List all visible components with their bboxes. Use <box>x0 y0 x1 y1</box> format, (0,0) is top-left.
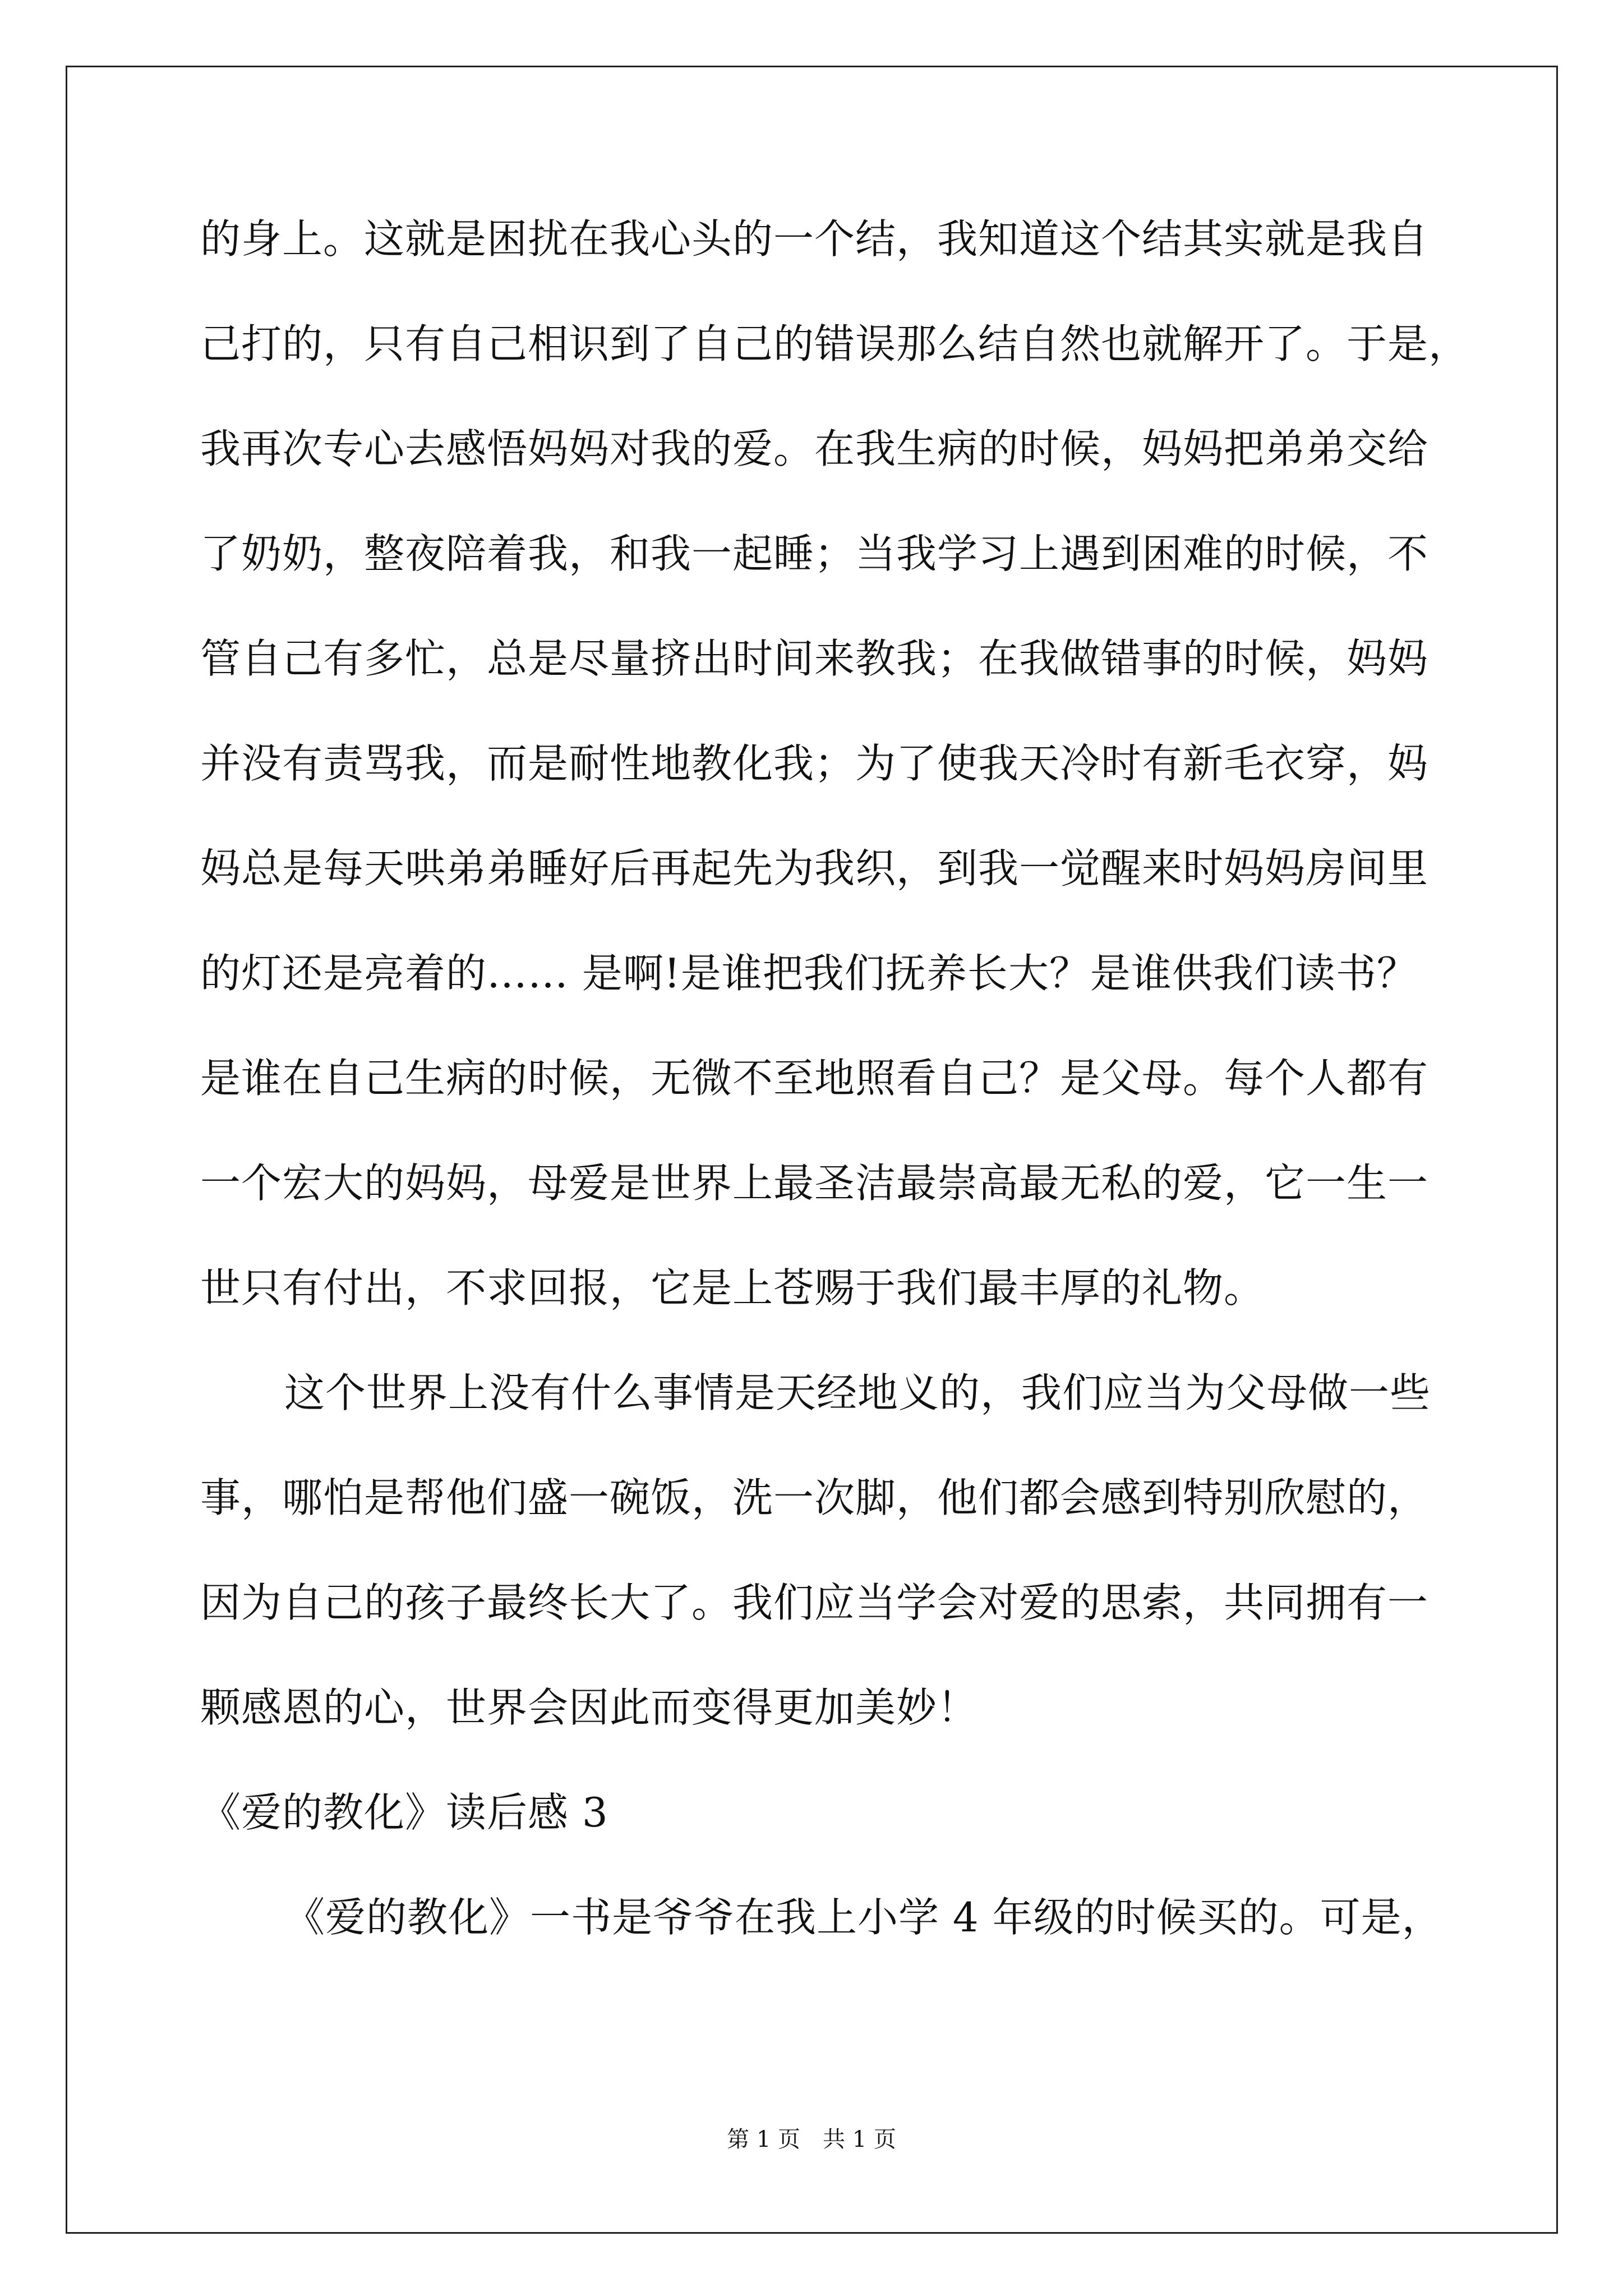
paragraph-start-line: 《爱的教化》一书是爷爷在我上小学 4 年级的时候买的。可是， <box>284 1894 1443 1941</box>
text-line: 的灯还是亮着的…… 是啊!是谁把我们抚养长大？是谁供我们读书？ <box>200 950 1418 997</box>
text-line: 妈总是每天哄弟弟睡好后再起先为我织，到我一觉醒来时妈妈房间里 <box>200 845 1429 892</box>
text-line: 是谁在自己生病的时候，无微不至地照看自己？是父母。每个人都有 <box>200 1055 1429 1102</box>
text-line: 的身上。这就是困扰在我心头的一个结，我知道这个结其实就是我自 <box>200 215 1429 263</box>
text-line: 了奶奶，整夜陪着我，和我一起睡；当我学习上遇到困难的时候，不 <box>200 530 1429 577</box>
text-line: 管自己有多忙，总是尽量挤出时间来教我；在我做错事的时候，妈妈 <box>200 635 1429 682</box>
text-line: 并没有责骂我，而是耐性地教化我；为了使我天冷时有新毛衣穿，妈 <box>200 740 1429 787</box>
text-line: 己打的，只有自己相识到了自己的错误那么结自然也就解开了。于是， <box>200 320 1470 367</box>
paragraph-start-line: 这个世界上没有什么事情是天经地义的，我们应当为父母做一些 <box>284 1369 1431 1416</box>
text-line: 一个宏大的妈妈，母爱是世界上最圣洁最崇高最无私的爱，它一生一 <box>200 1159 1429 1207</box>
section-heading: 《爱的教化》读后感 3 <box>200 1789 608 1836</box>
text-line: 我再次专心去感悟妈妈对我的爱。在我生病的时候，妈妈把弟弟交给 <box>200 425 1429 472</box>
text-line: 颗感恩的心，世界会因此而变得更加美妙！ <box>200 1684 979 1731</box>
text-line: 事，哪怕是帮他们盛一碗饭，洗一次脚，他们都会感到特别欣慰的， <box>200 1474 1429 1521</box>
document-body <box>200 215 1470 2002</box>
text-line: 世只有付出，不求回报，它是上苍赐于我们最丰厚的礼物。 <box>200 1264 1265 1312</box>
text-line: 因为自己的孩子最终长大了。我们应当学会对爱的思索，共同拥有一 <box>200 1579 1429 1626</box>
page-footer: 第 1 页 共 1 页 <box>727 2127 896 2152</box>
